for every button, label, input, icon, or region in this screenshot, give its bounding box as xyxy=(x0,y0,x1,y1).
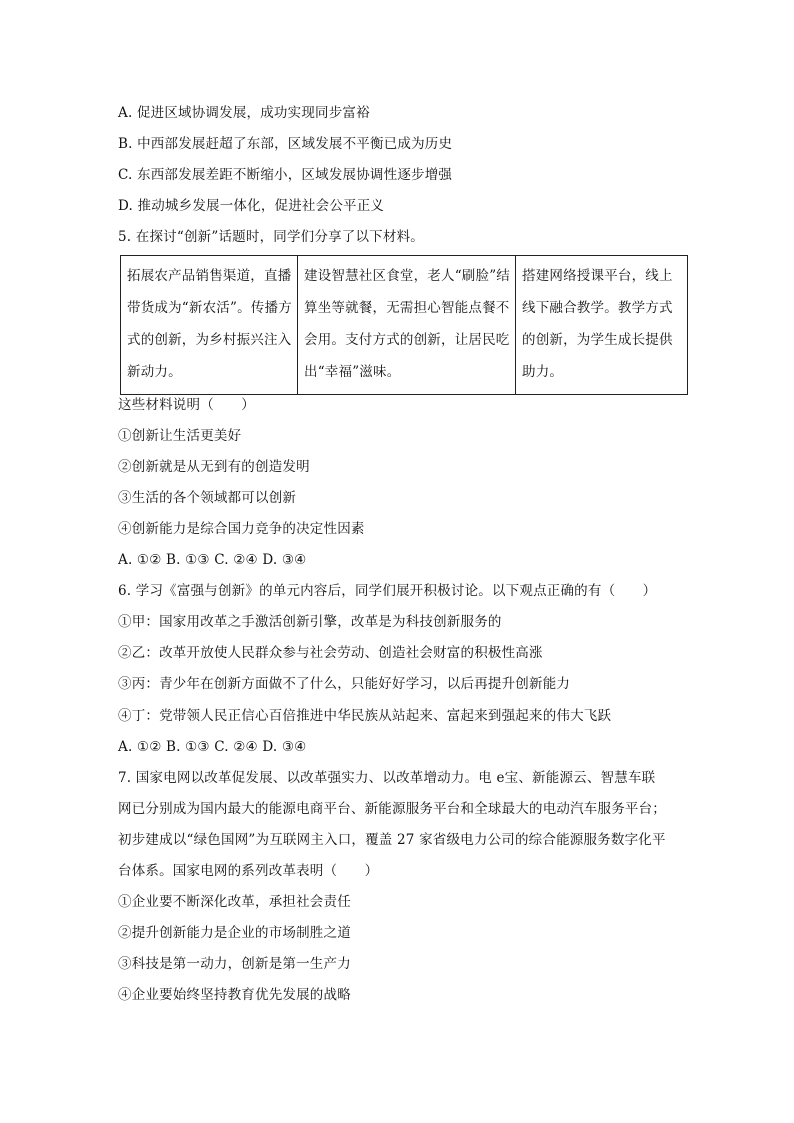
q5-item-2: ②创新就是从无到有的创造发明 xyxy=(118,459,310,475)
q6-item-4: ④丁：党带领人民正信心百倍推进中华民族从站起来、富起来到强起来的伟大飞跃 xyxy=(118,708,612,724)
q5-material-3: 搭建网络授课平台，线上线下融合教学。教学方式的创新，为学生成长提供助力。 xyxy=(516,256,688,395)
q5-stem: 5. 在探讨“创新”话题时，同学们分享了以下材料。 xyxy=(118,229,424,245)
q6-choices: A. ①② B. ①③ C. ②④ D. ③④ xyxy=(118,739,307,755)
q7-stem-line-2: 网已分别成为国内最大的能源电商平台、新能源服务平台和全球最大的电动汽车服务平台； xyxy=(118,801,666,817)
q6-item-1: ①甲：国家用改革之手激活创新引擎，改革是为科技创新服务的 xyxy=(118,614,502,630)
q6-stem: 6. 学习《富强与创新》的单元内容后，同学们展开积极讨论。以下观点正确的有（ ） xyxy=(118,583,657,599)
q4-option-c: C. 东西部发展差距不断缩小，区域发展协调性逐步增强 xyxy=(118,167,453,183)
q7-stem-line-4: 台体系。国家电网的系列改革表明（ ） xyxy=(118,863,379,879)
q7-item-3: ③科技是第一动力，创新是第一生产力 xyxy=(118,956,351,972)
q7-item-4: ④企业要始终坚持教育优先发展的战略 xyxy=(118,987,351,1003)
q5-item-1: ①创新让生活更美好 xyxy=(118,428,242,444)
q7-item-2: ②提升创新能力是企业的市场制胜之道 xyxy=(118,925,351,941)
q5-item-4: ④创新能力是综合国力竞争的决定性因素 xyxy=(118,521,365,537)
q6-item-3: ③丙：青少年在创新方面做不了什么，只能好好学习，以后再提升创新能力 xyxy=(118,676,571,692)
q7-stem-line-1: 7. 国家电网以改革促发展、以改革强实力、以改革增动力。电 e宝、新能源云、智慧车联 xyxy=(118,770,656,786)
q5-question: 这些材料说明（ ） xyxy=(118,397,255,413)
q4-option-d: D. 推动城乡发展一体化，促进社会公平正义 xyxy=(118,198,385,214)
q4-option-b: B. 中西部发展赶超了东部，区域发展不平衡已成为历史 xyxy=(118,136,453,152)
q6-item-2: ②乙：改革开放使人民群众参与社会劳动、创造社会财富的积极性高涨 xyxy=(118,645,543,661)
q7-stem-line-3: 初步建成以“绿色国网”为互联网主入口，覆盖 27 家省级电力公司的综合能源服务数字化平 xyxy=(118,832,666,848)
q5-material-1: 拓展农产品销售渠道，直播带货成为“新农活”。传播方式的创新，为乡村振兴注入新动力。 xyxy=(121,256,298,395)
q4-option-a: A. 促进区域协调发展，成功实现同步富裕 xyxy=(118,105,370,121)
q5-choices: A. ①② B. ①③ C. ②④ D. ③④ xyxy=(118,552,307,568)
q5-item-3: ③生活的各个领域都可以创新 xyxy=(118,490,297,506)
table-row xyxy=(121,256,688,395)
q7-item-1: ①企业要不断深化改革，承担社会责任 xyxy=(118,894,351,910)
q5-material-table xyxy=(120,255,688,395)
q5-material-2: 建设智慧社区食堂，老人“刷脸”结算坐等就餐，无需担心智能点餐不会用。支付方式的创新，让居民吃出“幸福”滋味。 xyxy=(298,256,516,395)
